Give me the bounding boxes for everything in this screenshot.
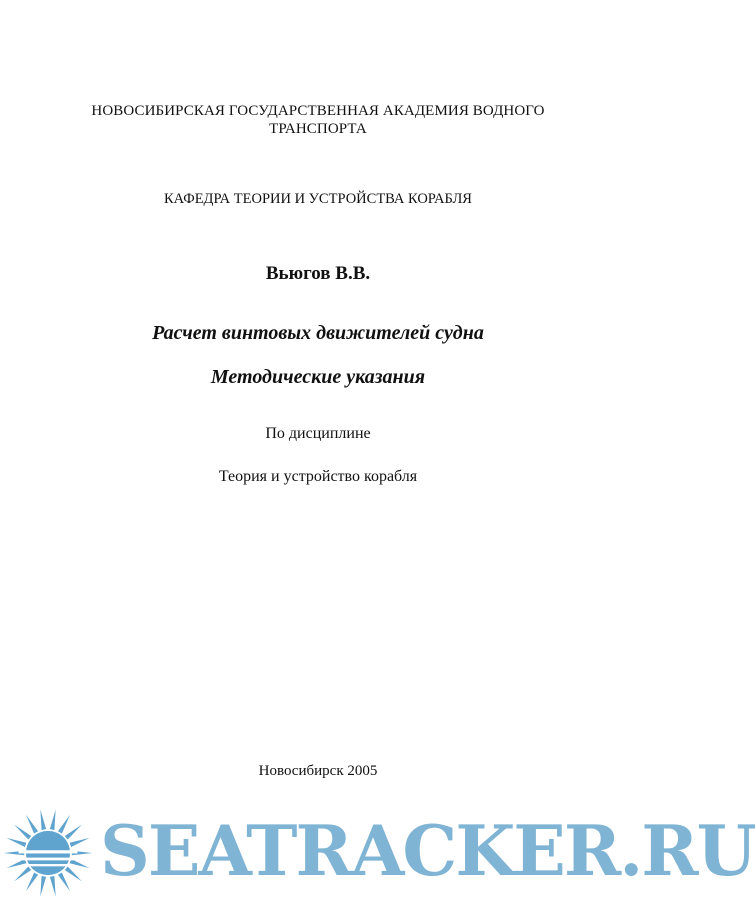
institution-name-line-1: НОВОСИБИРСКАЯ ГОСУДАРСТВЕННАЯ АКАДЕМИЯ ВОДНОГО [91,103,545,119]
institution-name-line-2: ТРАНСПОРТА [269,121,367,137]
discipline-name: Теория и устройство корабля [218,468,418,485]
department-name: КАФЕДРА ТЕОРИИ И УСТРОЙСТВА КОРАБЛЯ [164,191,472,207]
document-title: Расчет винтовых движителей судна [152,322,484,344]
sun-icon [2,807,94,899]
author-name: Вьюгов В.В. [265,263,371,284]
watermark-text: SEATRACKER.RU [100,811,755,892]
city-year: Новосибирск 2005 [258,763,378,779]
discipline-label: По дисциплине [265,425,371,442]
document-subtitle: Методические указания [210,366,426,388]
watermark [0,800,755,900]
institution-name [0,102,636,138]
